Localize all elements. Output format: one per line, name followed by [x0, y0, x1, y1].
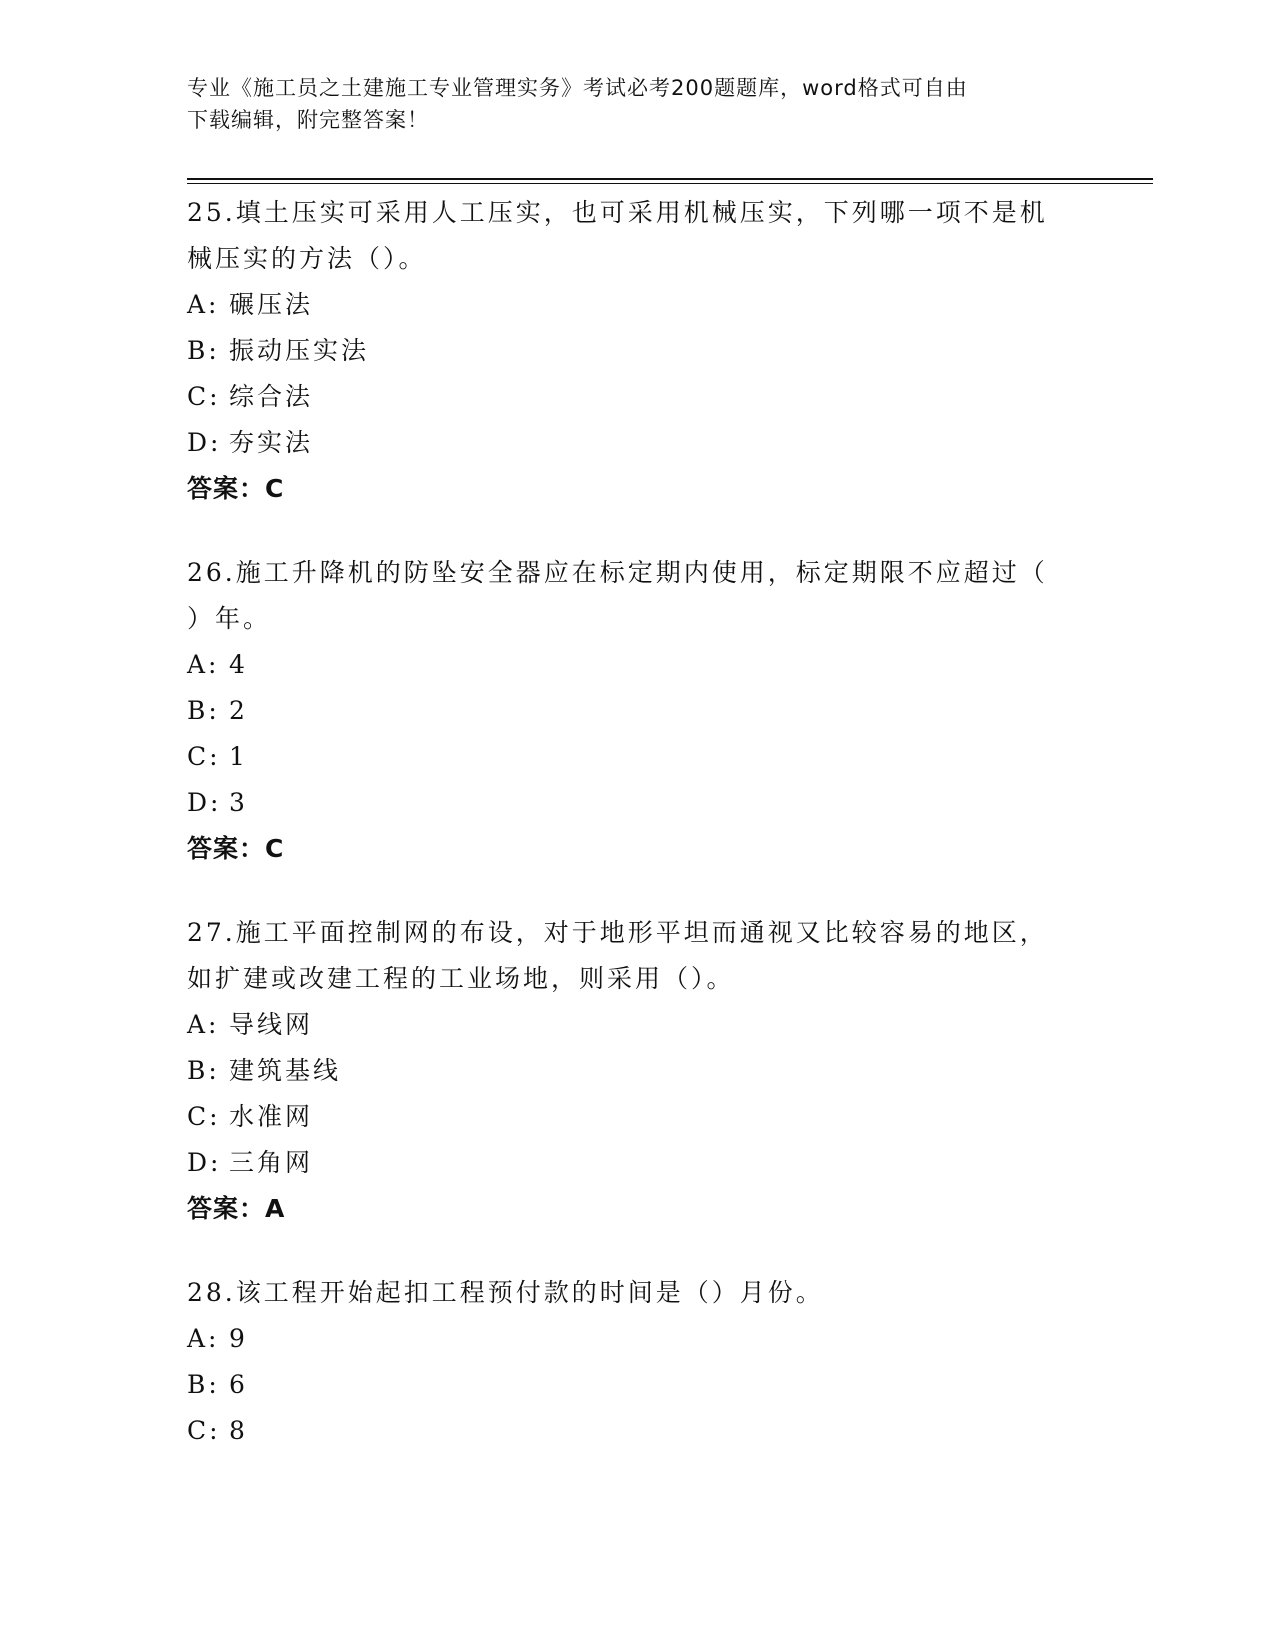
question-text-line: 如扩建或改建工程的工业场地，则采用（）。	[187, 964, 735, 993]
answer: 答案：C	[187, 834, 285, 863]
answer: 答案：C	[187, 474, 285, 503]
question-text	[187, 190, 1087, 282]
answer: 答案：A	[187, 1194, 286, 1223]
option-text: 4	[229, 650, 248, 679]
question-text-line: 27.施工平面控制网的布设，对于地形平坦而通视又比较容易的地区，	[187, 918, 1048, 947]
question-27	[187, 910, 1087, 1232]
question-28	[187, 1270, 1087, 1454]
question-text	[187, 910, 1087, 1002]
question-text-line: 25.填土压实可采用人工压实，也可采用机械压实，下列哪一项不是机	[187, 198, 1048, 227]
option-c	[187, 1408, 1087, 1454]
option-letter: A:	[187, 290, 220, 319]
question-text-line: 28.该工程开始起扣工程预付款的时间是（）月份。	[187, 1278, 824, 1307]
option-letter: B:	[187, 1056, 220, 1085]
question-text	[187, 550, 1087, 642]
option-text: 夯实法	[229, 428, 314, 457]
option-d	[187, 1140, 1087, 1186]
question-26	[187, 550, 1087, 872]
option-letter: D:	[187, 788, 222, 817]
option-text: 碾压法	[229, 290, 314, 319]
option-letter: B:	[187, 1370, 220, 1399]
header-divider-thick	[187, 178, 1153, 180]
option-a	[187, 282, 1087, 328]
option-letter: C:	[187, 382, 221, 411]
question-text	[187, 1270, 1087, 1316]
option-text: 6	[229, 1370, 248, 1399]
option-letter: D:	[187, 428, 222, 457]
question-list	[187, 190, 1087, 1492]
option-letter: C:	[187, 742, 221, 771]
option-d	[187, 780, 1087, 826]
option-b	[187, 1048, 1087, 1094]
option-text: 振动压实法	[229, 336, 370, 365]
option-a	[187, 1002, 1087, 1048]
option-text: 建筑基线	[229, 1056, 342, 1085]
document-header	[187, 72, 1067, 136]
option-letter: C:	[187, 1102, 221, 1131]
option-text: 3	[229, 788, 248, 817]
option-d	[187, 420, 1087, 466]
option-text: 1	[229, 742, 248, 771]
header-divider-thin	[187, 183, 1153, 184]
option-text: 9	[229, 1324, 248, 1353]
option-b	[187, 1362, 1087, 1408]
question-text-line: ）年。	[187, 604, 272, 633]
option-letter: A:	[187, 650, 220, 679]
option-text: 水准网	[229, 1102, 314, 1131]
question-text-line: 26.施工升降机的防坠安全器应在标定期内使用，标定期限不应超过（	[187, 558, 1048, 587]
option-c	[187, 1094, 1087, 1140]
option-text: 导线网	[229, 1010, 314, 1039]
question-25	[187, 190, 1087, 512]
question-text-line: 械压实的方法（）。	[187, 244, 427, 273]
option-b	[187, 328, 1087, 374]
option-a	[187, 642, 1087, 688]
option-text: 三角网	[229, 1148, 314, 1177]
option-letter: C:	[187, 1416, 221, 1445]
option-letter: A:	[187, 1010, 220, 1039]
header-line-2: 下载编辑，附完整答案！	[187, 108, 429, 132]
option-text: 8	[229, 1416, 248, 1445]
option-letter: B:	[187, 336, 220, 365]
option-letter: B:	[187, 696, 220, 725]
option-text: 2	[229, 696, 248, 725]
option-a	[187, 1316, 1087, 1362]
option-c	[187, 734, 1087, 780]
option-letter: D:	[187, 1148, 222, 1177]
option-letter: A:	[187, 1324, 220, 1353]
option-c	[187, 374, 1087, 420]
option-text: 综合法	[229, 382, 314, 411]
header-line-1: 专业《施工员之土建施工专业管理实务》考试必考200题题库，word格式可自由	[187, 76, 968, 100]
option-b	[187, 688, 1087, 734]
